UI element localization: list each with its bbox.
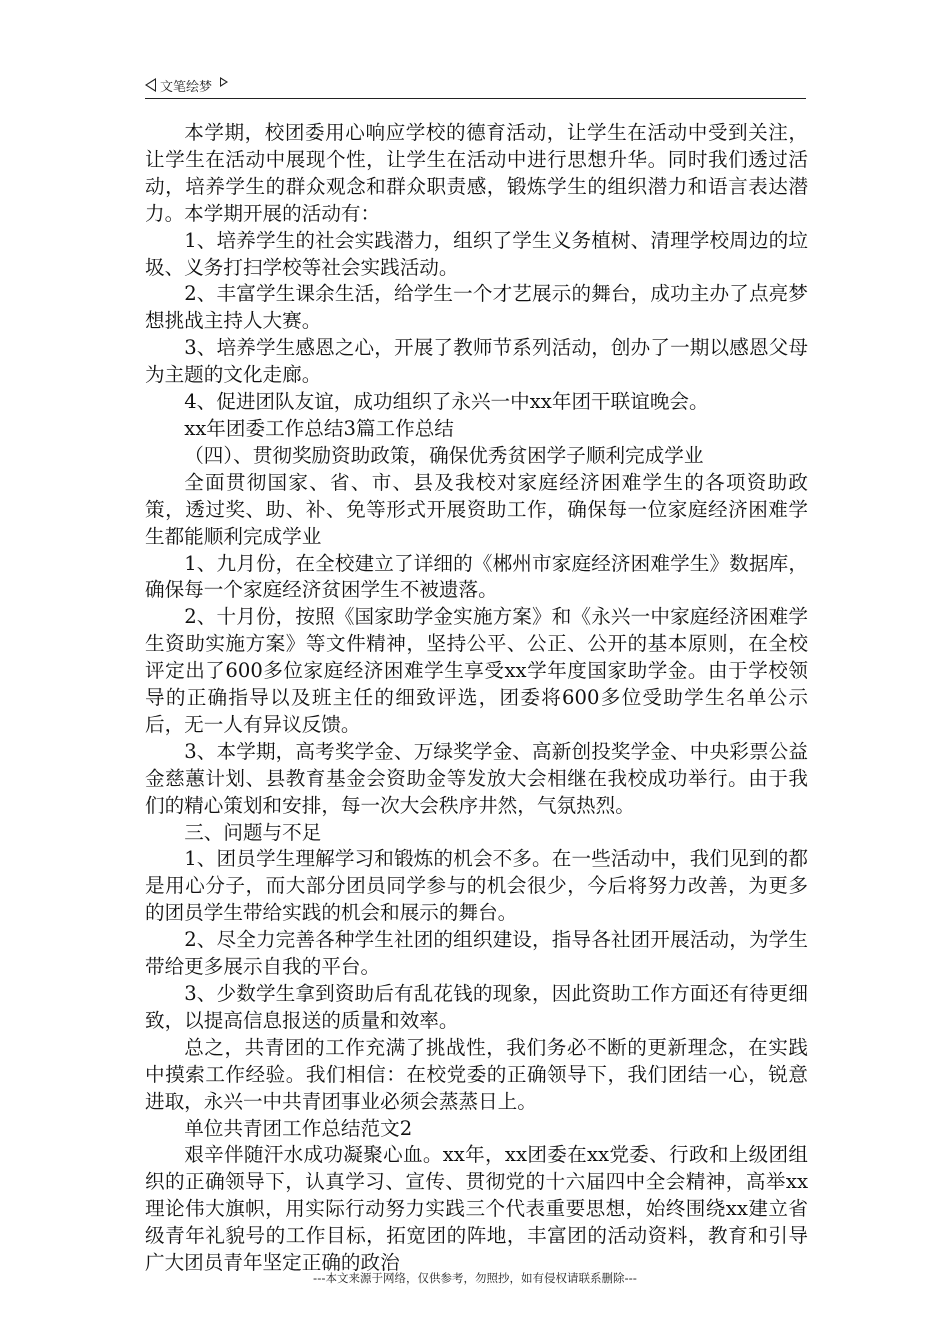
paragraph: 全面贯彻国家、省、市、县及我校对家庭经济困难学生的各项资助政策，透过奖、助、补、免等形式开展资助工作，确保每一位家庭经济困难学生都能顺利完成学业 [145,470,808,548]
paragraph: 1、团员学生理解学习和锻炼的机会不多。在一些活动中，我们见到的都是用心分子，而大部分团员同学参与的机会很少，今后将努力改善，为更多的团员学生带给实践的机会和展示的舞台。 [145,847,808,925]
document-body [145,120,808,1277]
section-heading: （四）、贯彻奖励资助政策，确保优秀贫困学子顺利完成学业 [184,443,704,467]
paragraph: 本学期，校团委用心响应学校的德育活动，让学生在活动中受到关注，让学生在活动中展现个性，让学生在活动中进行思想升华。同时我们透过活动，培养学生的群众观念和群众职责感，锻炼学生的组织潜力和语言表达潜力。本学期开展的活动有： [145,121,808,225]
paragraph: 2、尽全力完善各种学生社团的组织建设，指导各社团开展活动，为学生带给更多展示自我的平台。 [145,928,808,979]
paragraph: 1、培养学生的社会实践潜力，组织了学生义务植树、清理学校周边的垃圾、义务打扫学校等社会实践活动。 [145,228,808,279]
paragraph: 2、十月份，按照《国家助学金实施方案》和《永兴一中家庭经济困难学生资助实施方案》等文件精神，坚持公平、公正、公开的基本原则，在全校评定出了600多位家庭经济困难学生享受xx学年度国家助学金。由于学校领导的正确指导以及班主任的细致评选，团委将600多位受助学生名单公示后，无一人有异议反馈。 [145,605,808,736]
paragraph: 3、本学期，高考奖学金、万绿奖学金、高新创投奖学金、中央彩票公益金慈蕙计划、县教育基金会资助金等发放大会相继在我校成功举行。由于我们的精心策划和安排，每一次大会秩序井然，气氛热烈。 [145,739,808,817]
section-heading: 三、问题与不足 [184,820,322,844]
paragraph: 3、培养学生感恩之心，开展了教师节系列活动，创办了一期以感恩父母为主题的文化走廊。 [145,336,808,387]
paragraph: 3、少数学生拿到资助后有乱花钱的现象，因此资助工作方面还有待更细致，以提高信息报送的质量和效率。 [145,982,808,1032]
section-heading: xx年团委工作总结3篇工作总结 [184,416,454,440]
triangle-left-icon [145,78,156,92]
triangle-right-icon [220,77,228,87]
paragraph: 1、九月份，在全校建立了详细的《郴州市家庭经济困难学生》数据库，确保每一个家庭经济贫困学生不被遗落。 [145,551,808,602]
page-header [145,72,806,99]
header-brand: 文笔绘梦 [160,79,213,95]
paragraph: 2、丰富学生课余生活，给学生一个才艺展示的舞台，成功主办了点亮梦想挑战主持人大赛。 [145,282,808,333]
section-heading: 单位共青团工作总结范文2 [184,1116,413,1140]
paragraph: 艰辛伴随汗水成功凝聚心血。xx年，xx团委在xx党委、行政和上级团组织的正确领导下，认真学习、宣传、贯彻党的十六届四中全会精神，高举xx理论伟大旗帜，用实际行动努力实践三个代表重要思想，始终围绕xx建立省级青年礼貌号的工作目标，拓宽团的阵地，丰富团的活动资料，教育和引导广大团员青年坚定正确的政治 [145,1143,808,1275]
paragraph: 总之，共青团的工作充满了挑战性，我们务必不断的更新理念，在实践中摸索工作经验。我们相信：在校党委的正确领导下，我们团结一心，锐意进取，永兴一中共青团事业必须会蒸蒸日上。 [145,1035,808,1113]
paragraph: 4、促进团队友谊，成功组织了永兴一中xx年团干联谊晚会。 [184,390,709,414]
page-footer: ---本文来源于网络，仅供参考，勿照抄，如有侵权请联系删除--- [313,1271,637,1285]
